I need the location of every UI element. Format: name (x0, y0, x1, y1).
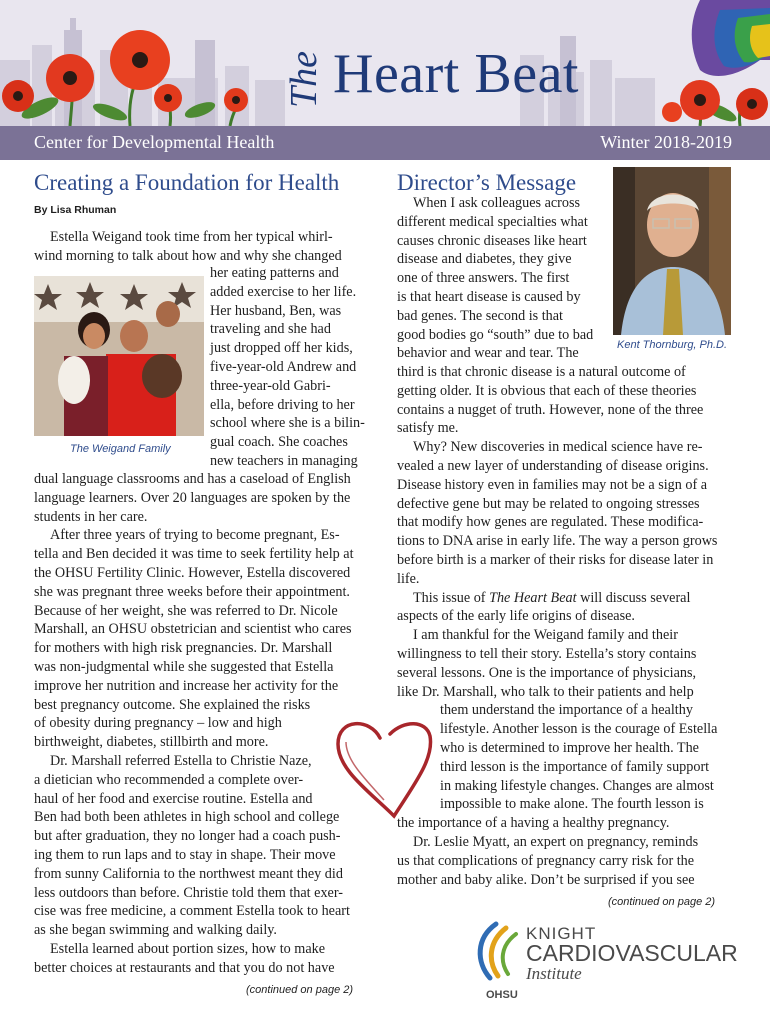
text-line: from sunny California to the northwest meant they did (34, 865, 343, 882)
text-line: in making lifestyle changes. Changes are almost (440, 777, 714, 794)
family-photo-caption: The Weigand Family (70, 443, 171, 455)
text-line: birthweight, diabetes, stillbirth and more. (34, 734, 269, 751)
article-body (34, 470, 379, 978)
text-line: causes chronic diseases like heart (397, 232, 587, 249)
text-line: lifestyle. Another lesson is the courage of Estella (440, 721, 718, 738)
logo-line-1: KNIGHT (526, 924, 597, 943)
article-heading: Creating a Foundation for Health (34, 170, 340, 195)
text-line: Ben had both been athletes in high school and college (34, 809, 340, 826)
byline: By Lisa Rhuman (34, 204, 117, 216)
article-intro (34, 228, 374, 266)
text-line: vealed a new layer of understanding of disease origins. (397, 457, 709, 474)
ohsu-text: OHSU (486, 989, 518, 1001)
heart-wrapped-text (397, 701, 742, 814)
text-line: tella and Ben decided it was time to seek fertility help at (34, 546, 354, 563)
text-line: five-year-old Andrew and (210, 358, 357, 375)
text-line: life. (397, 570, 420, 587)
text-line: I am thankful for the Weigand family and their (413, 627, 678, 644)
text-line: defective gene but may be related to ongoing stresses (397, 495, 700, 512)
family-photo-image (34, 276, 204, 436)
text-line: mother and baby alike. Don’t be surprised if you see (397, 871, 695, 888)
logo-line-3: Institute (526, 964, 582, 983)
text-line: the importance of a having a healthy pregnancy. (397, 815, 670, 832)
text-line: us that complications of pregnancy carry risk for the (397, 852, 695, 869)
logo-line-2: CARDIOVASCULAR (526, 940, 738, 966)
text-line: different medical specialties what (397, 213, 588, 230)
text-line: language learners. Over 20 languages are spoken by the (34, 489, 351, 506)
issue-date: Winter 2018-2019 (600, 132, 732, 152)
text-line: wind morning to talk about how and why she changed (34, 247, 342, 264)
text-line: third lesson is the importance of family support (440, 758, 710, 775)
text-line: who is determined to improve her health. The (440, 739, 699, 756)
text-line: better choices at restaurants and that you do not have (34, 959, 335, 976)
text-line: third is that chronic disease is a natural outcome of (397, 364, 686, 380)
text-line: haul of her food and exercise routine. Estella and (34, 790, 313, 807)
title-prefix-text: The (283, 51, 325, 108)
text-line: Estella Weigand took time from her typical whirl- (50, 229, 333, 245)
text-line: Her husband, Ben, was (210, 302, 342, 319)
text-line: a dietician who recommended a complete over- (34, 771, 304, 788)
text-line: school where she is a bilin- (210, 415, 365, 432)
article-wrapped-text (210, 264, 380, 471)
text-line: impossible to make alone. The fourth lesson is (440, 796, 704, 813)
family-photo (34, 276, 204, 436)
text-line: cise was free medicine, a comment Estella took to heart (34, 903, 350, 920)
text-line: but after graduation, they no longer had a coach push- (34, 828, 341, 845)
director-photo (613, 167, 731, 335)
directors-message-heading: Director’s Message (397, 170, 577, 195)
text-line: Dr. Leslie Myatt, an expert on pregnancy, reminds (413, 833, 699, 850)
text-line: When I ask colleagues across (413, 195, 581, 211)
issue-line-post: will discuss several (576, 589, 691, 606)
text-line: Dr. Marshall referred Estella to Christie Naze, (50, 752, 312, 769)
text-line: Disease history even in families may not be a sign of a (397, 476, 708, 493)
text-line: Because of her weight, she was referred to Dr. Nicole (34, 602, 338, 619)
text-line: of obesity during pregnancy – low and high (34, 715, 282, 732)
message-wrapped-text (397, 194, 609, 363)
text-line: After three years of trying to become pregnant, Es- (50, 527, 340, 544)
text-line: gual coach. She coaches (210, 434, 348, 451)
text-line: traveling and she had (210, 321, 331, 338)
text-line: Estella learned about portion sizes, how to make (50, 940, 326, 957)
continued-note-right: (continued on page 2) (608, 896, 716, 908)
text-line: her eating patterns and (210, 265, 339, 281)
text-line: less outdoors than before. Christie told them that exer- (34, 884, 344, 901)
issue-line-pre: This issue of (413, 589, 490, 606)
newsletter-title-inline: The Heart Beat (489, 589, 577, 606)
text-line: Why? New discoveries in medical science have re- (413, 439, 703, 456)
text-line: getting older. It is obvious that each of these theories (397, 382, 697, 399)
text-line: students in her care. (34, 508, 148, 525)
text-line: best pregnancy outcome. She explained the risks (34, 696, 311, 713)
newsletter-title: Heart Beat (333, 43, 579, 105)
text-line: them understand the importance of a healthy (440, 702, 693, 719)
text-line: as she began swimming and walking daily. (34, 922, 277, 939)
text-line: disease and diabetes, they give (397, 251, 572, 268)
text-line: one of three answers. The first (397, 270, 570, 287)
text-line: several lessons. One is the importance of physicians, (397, 664, 697, 681)
text-line: good bodies go “south” due to bad (397, 326, 594, 343)
text-line: before birth is a marker of their risks for disease later in (397, 551, 714, 568)
text-line: contains a nugget of truth. However, none of the three (397, 401, 704, 418)
director-photo-image (613, 167, 731, 335)
text-line: is that heart disease is caused by (397, 288, 581, 305)
text-line: bad genes. The second is that (397, 307, 564, 324)
text-line (397, 589, 742, 608)
org-name: Center for Developmental Health (34, 132, 275, 152)
text-line: willingness to tell their story. Estella’s story contains (397, 645, 697, 662)
continued-note-left: (continued on page 2) (246, 984, 354, 996)
title-prefix (280, 30, 326, 114)
text-line: three-year-old Gabri- (210, 377, 331, 394)
text-line: the OHSU Fertility Clinic. However, Estella discovered (34, 564, 351, 581)
text-line: dual language classrooms and has a caseload of English (34, 471, 351, 487)
text-line: tions to DNA arise in early life. The way a person grows (397, 533, 718, 550)
text-line: she was pregnant three weeks before their appointment. (34, 583, 350, 600)
text-line: new teachers in managing (210, 452, 358, 469)
text-line: satisfy me. (397, 420, 459, 437)
text-line: for mothers with high risk pregnancies. Dr. Marshall (34, 640, 333, 657)
message-body (397, 363, 742, 889)
director-photo-caption: Kent Thornburg, Ph.D. (617, 339, 728, 351)
text-line: that modify how genes are regulated. These modifica- (397, 514, 704, 531)
text-line: like Dr. Marshall, who talk to their patients and help (397, 683, 694, 700)
text-line: Marshall, an OHSU obstetrician and scientist who cares (34, 621, 352, 638)
text-line: just dropped off her kids, (210, 340, 353, 357)
text-line: added exercise to her life. (210, 283, 357, 300)
text-line: ella, before driving to her (210, 396, 355, 413)
text-line: aspects of the early life origins of disease. (397, 608, 635, 625)
text-line: ing them to run laps and to stay in shape. Their move (34, 846, 336, 863)
text-line: was non-judgmental while she suggested that Estella (34, 658, 334, 675)
text-line: behavior and wear and tear. The (397, 345, 579, 362)
text-line: improve her nutrition and increase her activity for the (34, 677, 339, 694)
